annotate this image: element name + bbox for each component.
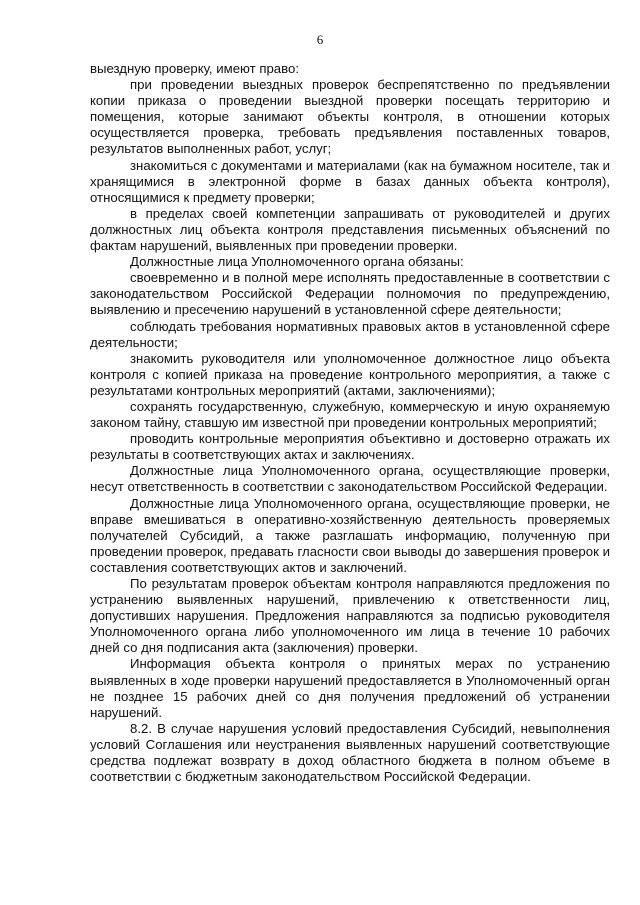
paragraph: своевременно и в полной мере исполнять предоставленные в соответствии с законодательством Российской Федерации полномочия по предупреждению, выявлению и пресечению нарушений в установленной сфере деятельности;: [90, 270, 610, 318]
paragraph: выездную проверку, имеют право:: [90, 61, 300, 76]
paragraph: проводить контрольные мероприятия объективно и достоверно отражать их результаты в соответствующих актах и заключениях.: [90, 431, 610, 463]
paragraph: знакомиться с документами и материалами (как на бумажном носителе, так и хранящимися в электронной форме в базах данных объекта контроля), относящимися к предмету проверки;: [90, 157, 610, 205]
document-body: [90, 61, 610, 785]
paragraph: Должностные лица Уполномоченного органа обязаны:: [130, 254, 464, 270]
paragraph: сохранять государственную, служебную, коммерческую и иную охраняемую законом тайну, ставшую им известной при проведении контрольных мероприятий;: [90, 398, 610, 431]
paragraph: 8.2. В случае нарушения условий предоставления Субсидий, невыполнения условий Соглашения или неустранения выявленных нарушений соответствующие средства подлежат возврату в доход областного бюджета в полном объеме в соответствии с бюджетным законодательством Российской Федерации.: [90, 720, 610, 785]
paragraph: По результатам проверок объектам контроля направляются предложения по устранению выявленных нарушений, привлечению к ответственности лиц, допустивших нарушения. Предложения направляются за подписью руководителя Уполномоченного органа либо уполномоченного им лица в течение 10 рабочих дней со дня подписания акта (заключения) проверки.: [90, 576, 610, 656]
paragraph: Должностные лица Уполномоченного органа, осуществляющие проверки, не вправе вмешиваться в оперативно-хозяйственную деятельность проверяемых получателей Субсидий, а также разглашать информацию, полученную при проведении проверок, предавать гласности свои выводы до завершения проверок и составления соответствующих актов и заключений.: [90, 495, 610, 575]
page-number: 6: [316, 32, 324, 47]
paragraph: Информация объекта контроля о принятых мерах по устранению выявленных в ходе проверки нарушений предоставляется в Уполномоченный орган не позднее 15 рабочих дней со дня получения предложений об устранении нарушений.: [90, 656, 610, 720]
paragraph: Должностные лица Уполномоченного органа, осуществляющие проверки, несут ответственность в соответствии с законодательством Российской Федерации.: [90, 463, 610, 495]
paragraph: в пределах своей компетенции запрашивать от руководителей и других должностных лиц объекта контроля представления письменных объяснений по фактам нарушений, выявленных при проведении проверки.: [90, 205, 610, 254]
paragraph: при проведении выездных проверок беспрепятственно по предъявлении копии приказа о проведении выездной проверки посещать территорию и помещения, которые занимают объекты контроля, в отношении которых осуществляется проверка, требовать предъявления поставленных товаров, результатов выполненных работ, услуг;: [90, 77, 610, 157]
paragraph: знакомить руководителя или уполномоченное должностное лицо объекта контроля с копией приказа на проведение контрольного мероприятия, а также с результатами контрольных мероприятий (актами, заключениями);: [90, 350, 610, 398]
paragraph: соблюдать требования нормативных правовых актов в установленной сфере деятельности;: [90, 318, 610, 350]
